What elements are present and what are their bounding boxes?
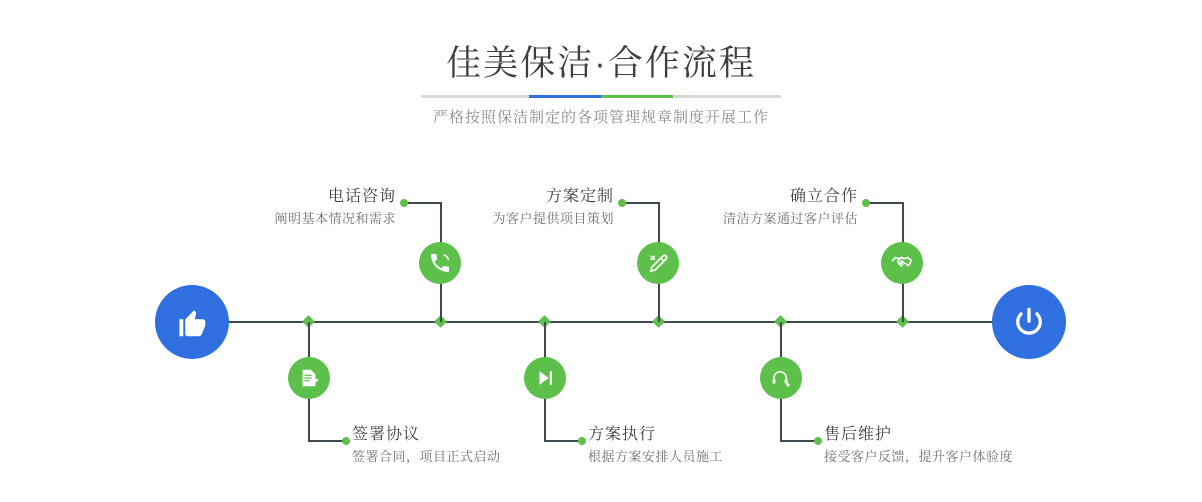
step5-desc: 清洁方案通过客户评估 bbox=[722, 211, 858, 226]
step2-tip-dot bbox=[342, 437, 350, 445]
step3-label bbox=[458, 186, 614, 230]
thumbs-up-icon bbox=[174, 304, 210, 340]
step5-horizontal-line bbox=[868, 202, 904, 204]
step5-label bbox=[706, 186, 858, 230]
play-execute-icon bbox=[534, 367, 556, 389]
step3-desc: 为客户提供项目策划 bbox=[492, 211, 614, 226]
step3-tip-dot bbox=[618, 199, 626, 207]
step3-title: 方案定制 bbox=[545, 188, 614, 205]
page-subtitle: 严格按照保洁制定的各项管理规章制度开展工作 bbox=[432, 109, 769, 126]
step1-icon-badge bbox=[419, 242, 461, 284]
start-node bbox=[155, 285, 229, 359]
handshake-icon bbox=[890, 251, 914, 275]
step6-label bbox=[824, 424, 1124, 468]
step4-title: 方案执行 bbox=[588, 426, 657, 443]
step6-horizontal-line bbox=[780, 440, 816, 442]
plan-pencil-icon bbox=[647, 252, 670, 275]
step1-title: 电话咨询 bbox=[327, 188, 396, 205]
step4-desc: 根据方案安排人员施工 bbox=[588, 449, 724, 464]
step2-title: 签署协议 bbox=[352, 426, 421, 443]
step4-icon-badge bbox=[524, 357, 566, 399]
step6-desc: 接受客户反馈，提升客户体验度 bbox=[824, 449, 1014, 464]
step2-icon-badge bbox=[288, 357, 330, 399]
step2-label bbox=[352, 424, 582, 468]
step3-horizontal-line bbox=[624, 202, 660, 204]
step1-label bbox=[256, 186, 396, 230]
step1-horizontal-line bbox=[406, 202, 442, 204]
step6-tip-dot bbox=[814, 437, 822, 445]
divider-segment-green bbox=[601, 95, 673, 98]
step4-tip-dot bbox=[578, 437, 586, 445]
document-edit-icon bbox=[298, 367, 320, 389]
step4-horizontal-line bbox=[544, 440, 580, 442]
title-divider bbox=[421, 95, 781, 98]
end-node bbox=[992, 285, 1066, 359]
customer-service-add-icon bbox=[770, 367, 793, 390]
step2-desc: 签署合同，项目正式启动 bbox=[352, 449, 501, 464]
step1-tip-dot bbox=[400, 199, 408, 207]
step6-title: 售后维护 bbox=[824, 426, 893, 443]
phone-call-icon bbox=[428, 251, 452, 275]
step5-tip-dot bbox=[862, 199, 870, 207]
power-icon bbox=[1011, 304, 1047, 340]
step3-icon-badge bbox=[637, 242, 679, 284]
step2-horizontal-line bbox=[308, 440, 344, 442]
step6-icon-badge bbox=[760, 357, 802, 399]
divider-segment-blue bbox=[529, 95, 601, 98]
step5-icon-badge bbox=[881, 242, 923, 284]
step1-desc: 阐明基本情况和需求 bbox=[274, 211, 396, 226]
step4-label bbox=[588, 424, 848, 468]
step5-title: 确立合作 bbox=[789, 188, 858, 205]
page-title: 佳美保洁·合作流程 bbox=[446, 44, 756, 83]
